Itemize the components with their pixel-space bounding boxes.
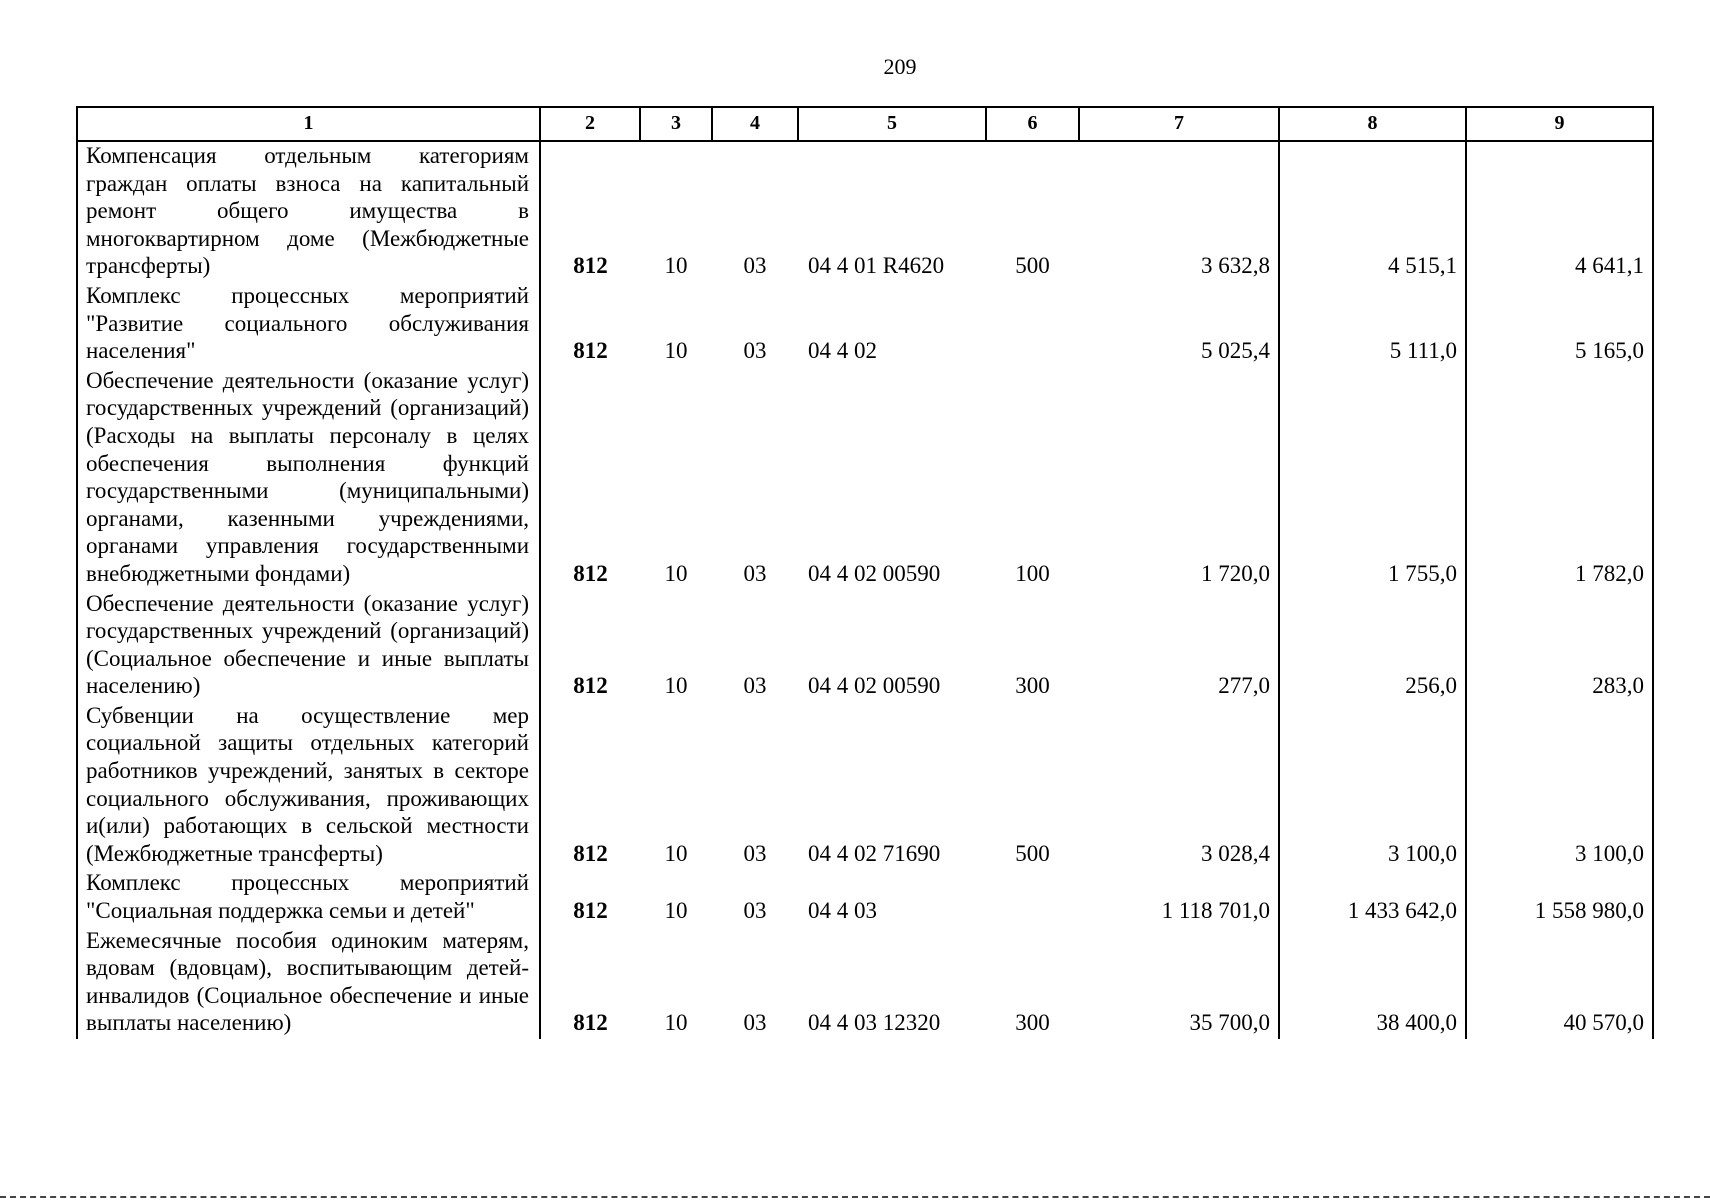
col-header-3: 3 bbox=[640, 107, 712, 141]
row-pr: 03 bbox=[743, 338, 767, 364]
row-csr: 04 4 02 71690 bbox=[808, 840, 941, 866]
row-grbs: 812 bbox=[540, 282, 640, 367]
header-row bbox=[77, 107, 1653, 141]
row-rz: 10 bbox=[664, 560, 688, 586]
table-row bbox=[77, 282, 1653, 367]
row-name: Комплекс процессных мероприятий "Социальная поддержка семьи и детей" bbox=[77, 869, 540, 926]
row-grbs: 812 bbox=[540, 702, 640, 870]
row-year2: 1 755,0 bbox=[1279, 367, 1466, 590]
row-rz: 10 bbox=[664, 840, 688, 866]
row-pr: 03 bbox=[743, 898, 767, 924]
row-rz: 10 bbox=[664, 898, 688, 924]
row-pr: 03 bbox=[743, 253, 767, 279]
row-csr: 04 4 03 12320 bbox=[808, 1010, 941, 1036]
row-year2: 1 433 642,0 bbox=[1279, 869, 1466, 926]
row-csr: 04 4 01 R4620 bbox=[808, 253, 945, 279]
row-name: Субвенции на осуществление мер социальной защиты отдельных категорий работников учреждений, занятых в секторе социального обслуживания, проживающих и(или) работающих в сельской местности (Межбюджетные трансферты) bbox=[77, 702, 540, 870]
table-row bbox=[77, 367, 1653, 590]
row-year2: 5 111,0 bbox=[1279, 282, 1466, 367]
row-year3: 4 641,1 bbox=[1466, 141, 1653, 282]
row-vr: 500 bbox=[1015, 840, 1050, 866]
col-header-9: 9 bbox=[1466, 107, 1653, 141]
row-year2: 256,0 bbox=[1279, 590, 1466, 702]
row-csr: 04 4 03 bbox=[808, 898, 877, 924]
row-year3: 40 570,0 bbox=[1466, 927, 1653, 1039]
row-grbs: 812 bbox=[540, 927, 640, 1039]
budget-table bbox=[76, 106, 1654, 1039]
row-vr bbox=[986, 869, 1079, 926]
row-pr: 03 bbox=[743, 560, 767, 586]
col-header-7: 7 bbox=[1079, 107, 1279, 141]
row-year3: 5 165,0 bbox=[1466, 282, 1653, 367]
row-year1: 3 028,4 bbox=[1079, 702, 1279, 870]
page-edge-rule bbox=[0, 1196, 1710, 1200]
row-year1: 35 700,0 bbox=[1079, 927, 1279, 1039]
row-pr: 03 bbox=[743, 673, 767, 699]
row-name: Комплекс процессных мероприятий "Развитие социального обслуживания населения" bbox=[77, 282, 540, 367]
row-pr: 03 bbox=[743, 840, 767, 866]
col-header-8: 8 bbox=[1279, 107, 1466, 141]
table-row bbox=[77, 927, 1653, 1039]
row-name: Ежемесячные пособия одиноким матерям, вдовам (вдовцам), воспитывающим детей-инвалидов (Социальное обеспечение и иные выплаты населению) bbox=[77, 927, 540, 1039]
row-year1: 3 632,8 bbox=[1079, 141, 1279, 282]
row-csr: 04 4 02 00590 bbox=[808, 673, 941, 699]
col-header-6: 6 bbox=[986, 107, 1079, 141]
row-year3: 1 558 980,0 bbox=[1466, 869, 1653, 926]
row-year1: 277,0 bbox=[1079, 590, 1279, 702]
col-header-4: 4 bbox=[712, 107, 798, 141]
row-vr: 500 bbox=[1015, 253, 1050, 279]
row-rz: 10 bbox=[664, 338, 688, 364]
table-row bbox=[77, 869, 1653, 926]
row-grbs: 812 bbox=[540, 590, 640, 702]
row-year2: 38 400,0 bbox=[1279, 927, 1466, 1039]
row-vr: 300 bbox=[1015, 673, 1050, 699]
row-year2: 3 100,0 bbox=[1279, 702, 1466, 870]
row-grbs: 812 bbox=[540, 141, 640, 282]
row-vr: 100 bbox=[1015, 560, 1050, 586]
row-csr: 04 4 02 bbox=[808, 338, 877, 364]
row-year3: 3 100,0 bbox=[1466, 702, 1653, 870]
col-header-2: 2 bbox=[540, 107, 640, 141]
table-row bbox=[77, 141, 1653, 282]
row-grbs: 812 bbox=[540, 869, 640, 926]
row-name: Обеспечение деятельности (оказание услуг) государственных учреждений (организаций) (Социальное обеспечение и иные выплаты населению) bbox=[77, 590, 540, 702]
row-vr bbox=[986, 282, 1079, 367]
row-grbs: 812 bbox=[540, 367, 640, 590]
col-header-1: 1 bbox=[77, 107, 540, 141]
row-year3: 283,0 bbox=[1466, 590, 1653, 702]
row-year1: 5 025,4 bbox=[1079, 282, 1279, 367]
row-csr: 04 4 02 00590 bbox=[808, 560, 941, 586]
row-pr: 03 bbox=[743, 1010, 767, 1036]
col-header-5: 5 bbox=[798, 107, 986, 141]
page-number: 209 bbox=[883, 54, 917, 79]
row-vr: 300 bbox=[1015, 1010, 1050, 1036]
row-rz: 10 bbox=[664, 1010, 688, 1036]
row-rz: 10 bbox=[664, 253, 688, 279]
row-year2: 4 515,1 bbox=[1279, 141, 1466, 282]
table-row bbox=[77, 590, 1653, 702]
row-rz: 10 bbox=[664, 673, 688, 699]
row-name: Компенсация отдельным категориям граждан оплаты взноса на капитальный ремонт общего имущества в многоквартирном доме (Межбюджетные трансферты) bbox=[77, 141, 540, 282]
row-year3: 1 782,0 bbox=[1466, 367, 1653, 590]
row-year1: 1 720,0 bbox=[1079, 367, 1279, 590]
row-year1: 1 118 701,0 bbox=[1079, 869, 1279, 926]
table-row bbox=[77, 702, 1653, 870]
row-name: Обеспечение деятельности (оказание услуг) государственных учреждений (организаций) (Расходы на выплаты персоналу в целях обеспечения выполнения функций государственными (муниципальными) органами, казенными учреждениями, органами управления государственными внебюджетными фондами) bbox=[77, 367, 540, 590]
